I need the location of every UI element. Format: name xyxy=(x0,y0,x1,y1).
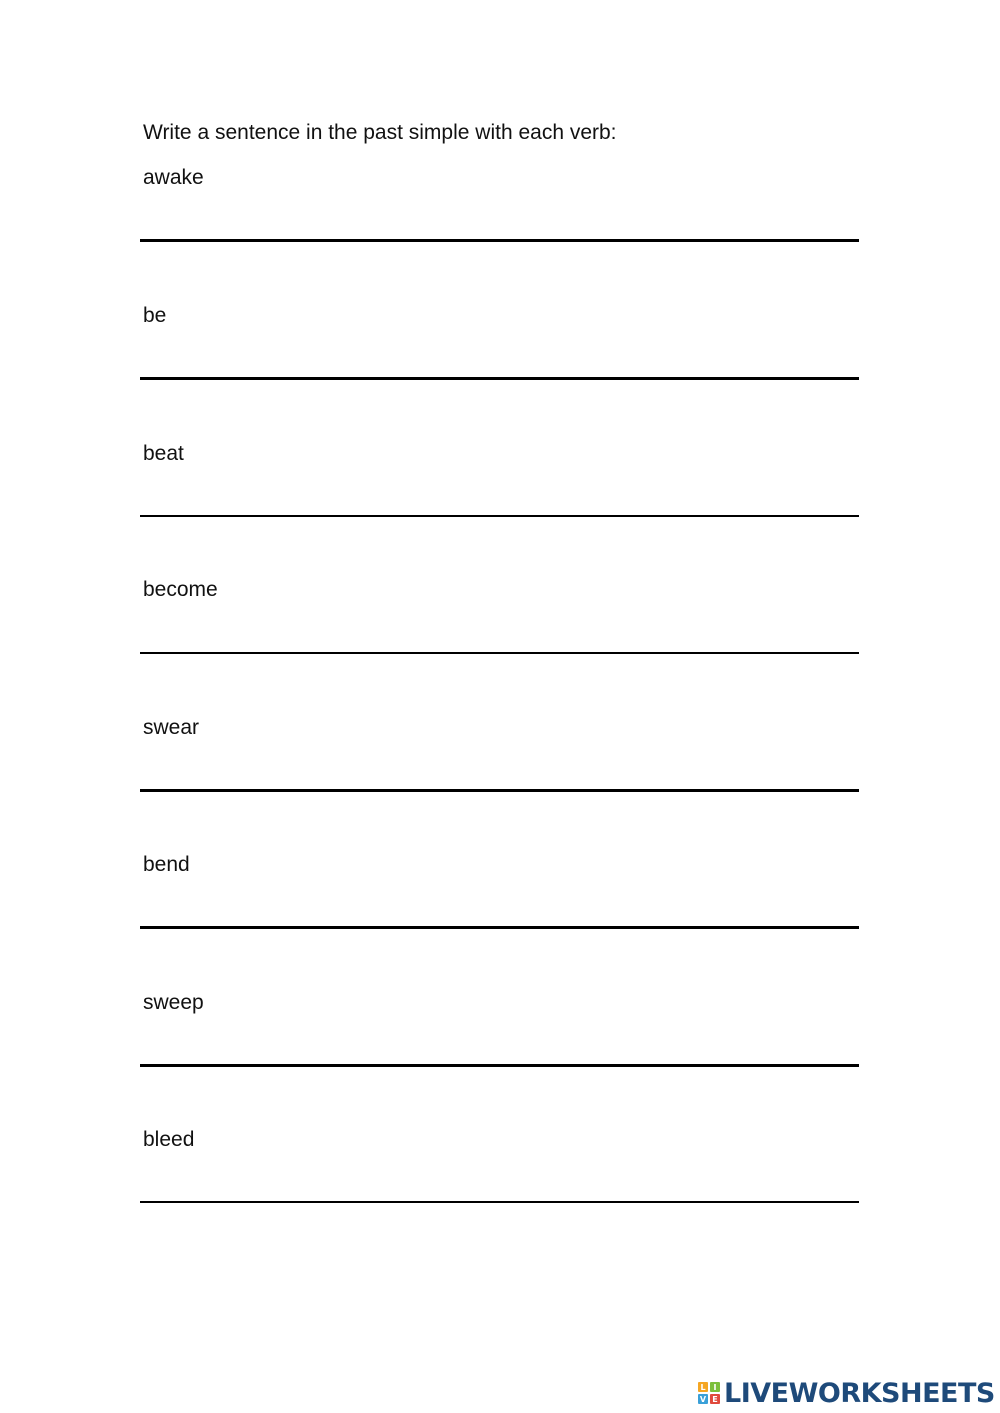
answer-line-become[interactable] xyxy=(140,652,859,654)
answer-line-bleed[interactable] xyxy=(140,1201,859,1203)
logo-tile-i: I xyxy=(710,1382,720,1392)
logo-tile-e: E xyxy=(710,1394,720,1404)
verb-be: be xyxy=(143,304,167,327)
instruction-text: Write a sentence in the past simple with each verb: xyxy=(143,121,617,144)
logo-tile-l: L xyxy=(698,1382,708,1392)
logo-text: LIVEWORKSHEETS xyxy=(724,1377,995,1409)
answer-line-sweep[interactable] xyxy=(140,1064,859,1067)
verb-awake: awake xyxy=(143,166,204,189)
answer-line-beat[interactable] xyxy=(140,515,859,517)
verb-become: become xyxy=(143,578,218,601)
verb-beat: beat xyxy=(143,442,184,465)
verb-sweep: sweep xyxy=(143,991,204,1014)
answer-line-swear[interactable] xyxy=(140,789,859,792)
answer-line-bend[interactable] xyxy=(140,926,859,929)
verb-bend: bend xyxy=(143,853,190,876)
logo-mark-icon xyxy=(698,1382,720,1404)
answer-line-be[interactable] xyxy=(140,377,859,380)
logo-tile-v: V xyxy=(699,1394,707,1404)
verb-swear: swear xyxy=(143,716,200,739)
verb-bleed: bleed xyxy=(143,1128,195,1151)
answer-line-awake[interactable] xyxy=(140,239,859,242)
liveworksheets-logo xyxy=(698,1376,995,1410)
